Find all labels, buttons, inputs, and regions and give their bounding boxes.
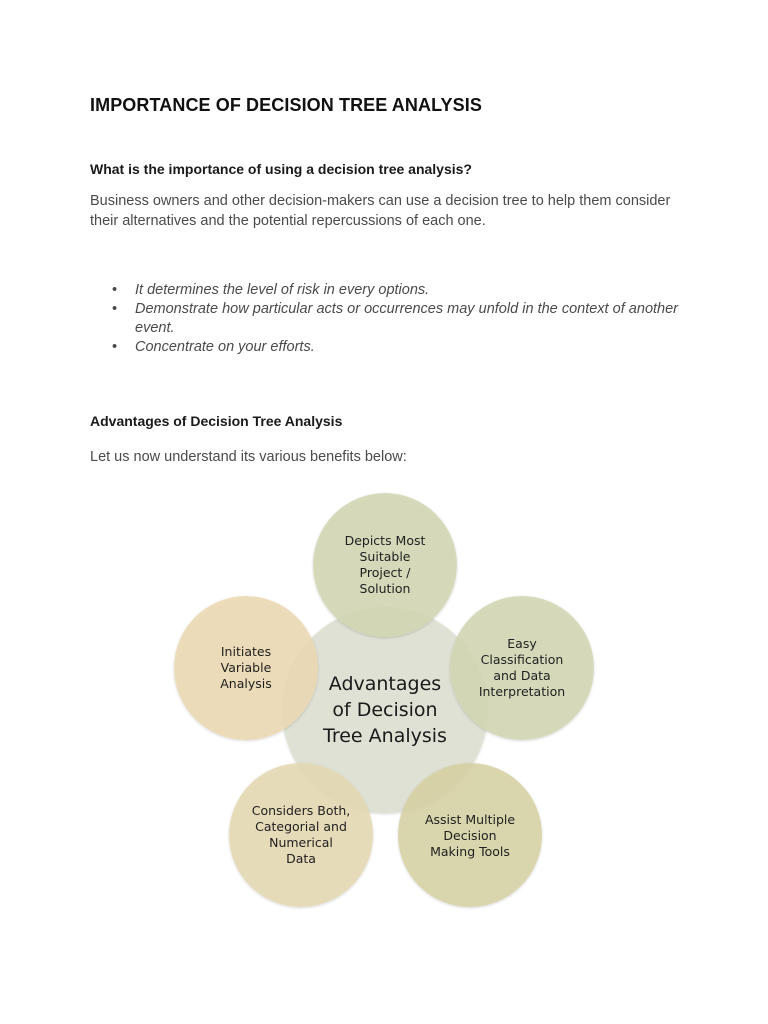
advantages-diagram <box>160 480 610 920</box>
intro-paragraph: Business owners and other decision-makers can use a decision tree to help them consider their alternatives and the potential repercussions of each one. <box>90 193 671 229</box>
node-label-left: Initiates Variable Analysis <box>220 644 272 691</box>
page-title: IMPORTANCE OF DECISION TREE ANALYSIS <box>90 95 482 115</box>
node-label-top: Depicts Most Suitable Project / Solution <box>344 533 426 596</box>
bullet-item: • It determines the level of risk in every options. <box>112 281 678 300</box>
advantages-heading: Advantages of Decision Tree Analysis <box>90 413 343 429</box>
importance-question-heading: What is the importance of using a decision tree analysis? <box>90 161 472 177</box>
node-label-bottom-left: Considers Both, Categorial and Numerical Data <box>251 803 351 866</box>
benefits-intro-paragraph: Let us now understand its various benefits below: <box>90 449 407 465</box>
bullet-item: • Concentrate on your efforts. <box>112 338 678 357</box>
bullet-item: • Demonstrate how particular acts or occurrences may unfold in the context of another event. <box>112 300 678 338</box>
node-label-right: Easy Classification and Data Interpretation <box>478 636 566 699</box>
importance-bullet-list <box>112 281 678 357</box>
center-label: Advantages of Decision Tree Analysis <box>323 673 447 747</box>
node-label-bottom-right: Assist Multiple Decision Making Tools <box>424 812 516 859</box>
